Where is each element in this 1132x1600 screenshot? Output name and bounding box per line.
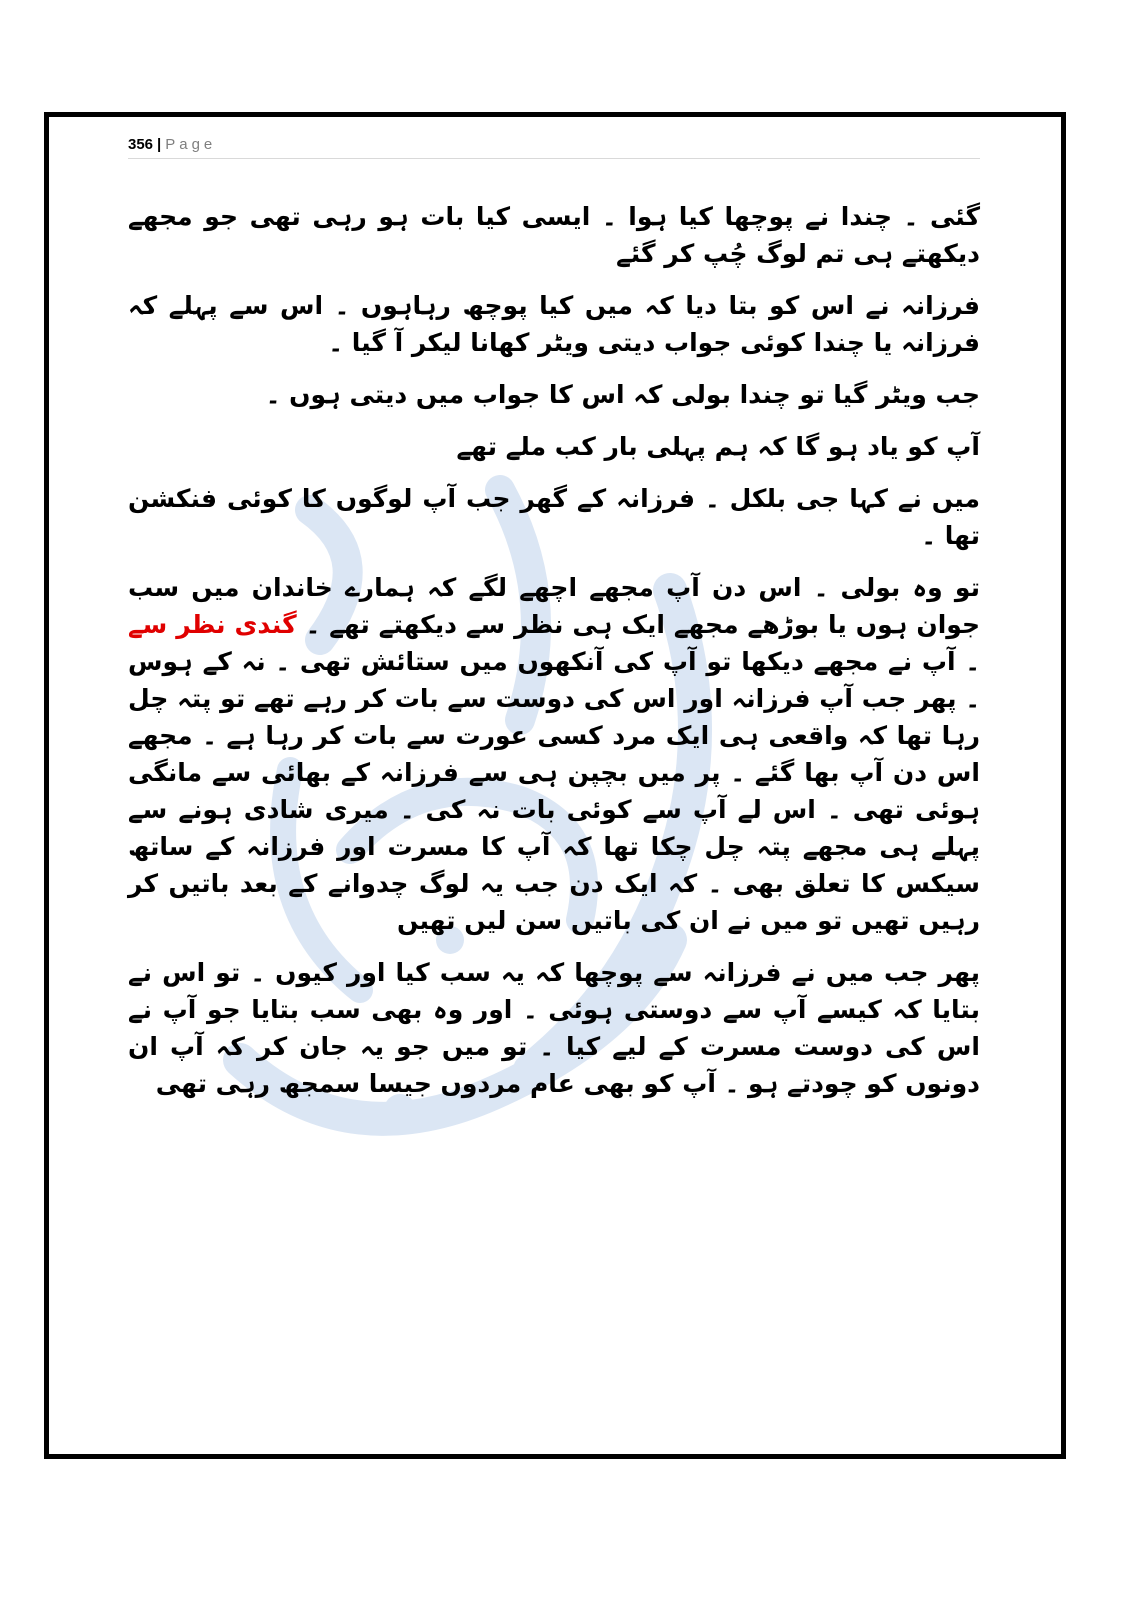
page-word: Page bbox=[165, 136, 217, 153]
paragraph-6 bbox=[128, 569, 980, 939]
paragraph-6-start: تو وہ بولی ۔ اس دن آپ مجھے اچھے لگے کہ ہمارے خاندان میں سب جوان ہوں یا بوڑھے مجھے ایک ہی نظر سے دیکھتے تھے ۔ bbox=[128, 573, 980, 639]
paragraph-7: پھر جب میں نے فرزانہ سے پوچھا کہ یہ سب کیا اور کیوں ۔ تو اس نے بتایا کہ کیسے آپ سے دوستی ہوئی ۔ اور وہ بھی سب بتایا جو آپ نے اس کی دوست مسرت کے لیے کیا ۔ تو میں جو یہ جان کر کہ آپ ان دونوں کو چودتے ہو ۔ آپ کو بھی عام مردوں جیسا سمجھ رہی تھی bbox=[128, 958, 980, 1098]
paragraph-3: جب ویٹر گیا تو چندا بولی کہ اس کا جواب میں دیتی ہوں ۔ bbox=[265, 380, 980, 409]
paragraph-4: آپ کو یاد ہو گا کہ ہم پہلی بار کب ملے تھے bbox=[456, 432, 980, 461]
paragraph-5: میں نے کہا جی بلکل ۔ فرزانہ کے گھر جب آپ لوگوں کا کوئی فنکشن تھا ۔ bbox=[128, 484, 980, 550]
page-header bbox=[128, 134, 980, 159]
page-number: 356 bbox=[128, 136, 154, 153]
paragraph-6-rest: ۔ آپ نے مجھے دیکھا تو آپ کی آنکھوں میں ستائش تھی ۔ نہ کے ہوس ۔ پھر جب آپ فرزانہ اور اس کی دوست سے بات کر رہے تھے تو پتہ چل رہا تھا کہ واقعی ہی ایک مرد کسی عورت سے بات کر رہا ہے ۔ مجھے اس دن آپ بھا گئے ۔ پر میں بچپن ہی سے فرزانہ کے بھائی سے مانگی ہوئی تھی ۔ اس لے آپ سے کوئی بات نہ کی ۔ میری شادی ہونے سے پہلے ہی مجھے پتہ چل چکا تھا کہ آپ کا مسرت اور فرزانہ کے ساتھ سیکس کا تعلق بھی ۔ کہ ایک دن جب یہ لوگ چدوانے کے بعد باتیں کر رہیں تھیں تو میں نے ان کی باتیں سن لیں تھیں bbox=[128, 647, 980, 935]
highlighted-phrase: گندی نظر سے bbox=[128, 610, 297, 639]
page-separator: | bbox=[157, 136, 162, 153]
paragraph-1: گئی ۔ چندا نے پوچھا کیا ہوا ۔ ایسی کیا بات ہو رہی تھی جو مجھے دیکھتے ہی تم لوگ چُپ کر گئے bbox=[128, 202, 980, 268]
paragraph-2: فرزانہ نے اس کو بتا دیا کہ میں کیا پوچھ رہاہوں ۔ اس سے پہلے کہ فرزانہ یا چندا کوئی جواب دیتی ویٹر کھانا لیکر آ گیا ۔ bbox=[128, 291, 980, 357]
body-text bbox=[128, 198, 980, 1117]
